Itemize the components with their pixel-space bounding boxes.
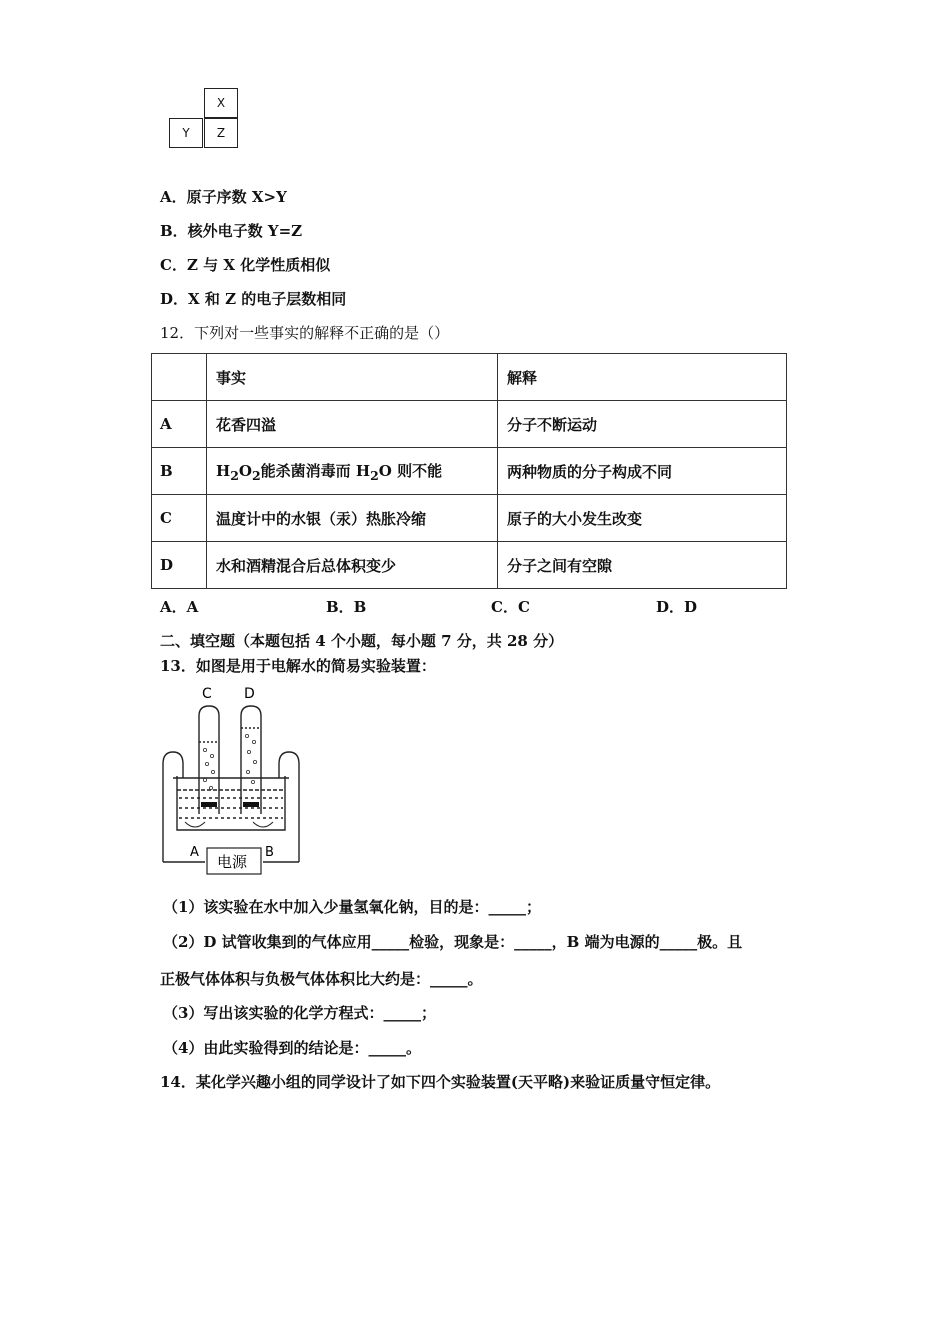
q11-option-d: D．X 和 Z 的电子层数相同	[160, 290, 347, 308]
row-explanation: 分子不断运动	[498, 401, 787, 448]
row-fact	[207, 448, 498, 495]
wire-right	[279, 752, 299, 862]
row-explanation: 两种物质的分子构成不同	[498, 448, 787, 495]
formula-subscript: 2	[370, 467, 379, 483]
row-label: D	[152, 542, 207, 589]
row-label: B	[152, 448, 207, 495]
q13-part-2-cont: 正极气体体积与负极气体体积比大约是：_____。	[160, 970, 483, 988]
label-d: D	[244, 686, 255, 702]
q13-part-3: （3）写出该实验的化学方程式：_____；	[163, 1004, 436, 1022]
label-b: B	[265, 845, 274, 860]
q13-part-4: （4）由此实验得到的结论是：_____。	[163, 1039, 421, 1057]
row-explanation: 分子之间有空隙	[498, 542, 787, 589]
basin	[177, 776, 285, 830]
table-row	[152, 401, 787, 448]
table-header-explanation: 解释	[498, 354, 787, 401]
table-header-row	[152, 354, 787, 401]
grid-cell-y: Y	[169, 118, 203, 148]
formula-part: 能杀菌消毒而 H	[260, 461, 371, 480]
q12-option-b: B．B	[326, 598, 367, 616]
formula-part: O	[238, 461, 252, 480]
q12-option-d: D．D	[656, 598, 698, 616]
q13-part-1: （1）该实验在水中加入少量氢氧化钠，目的是：_____；	[163, 898, 541, 916]
electrolysis-diagram	[155, 682, 307, 878]
q13-part-2: （2）D 试管收集到的气体应用_____检验，现象是：_____，B 端为电源的_____极。且	[163, 933, 743, 951]
table-header-fact: 事实	[207, 354, 498, 401]
formula-part: O 则不能	[378, 461, 443, 480]
electrode-right	[243, 802, 259, 807]
row-label: C	[152, 495, 207, 542]
q12-title: 12．下列对一些事实的解释不正确的是（）	[160, 324, 450, 342]
q12-option-a: A．A	[160, 598, 199, 616]
table-row	[152, 542, 787, 589]
table-cell	[152, 354, 207, 401]
wire-left	[163, 752, 183, 862]
table-row	[152, 495, 787, 542]
grid-cell-z: Z	[204, 118, 238, 148]
formula-subscript: 2	[251, 467, 261, 483]
facts-table	[151, 353, 787, 589]
row-label: A	[152, 401, 207, 448]
q11-option-a: A．原子序数 X>Y	[160, 188, 287, 206]
table-row	[152, 448, 787, 495]
row-fact: 花香四溢	[207, 401, 498, 448]
q11-option-b: B．核外电子数 Y=Z	[160, 222, 303, 240]
electrode-left	[201, 802, 217, 807]
q12-option-c: C．C	[491, 598, 530, 616]
row-fact: 温度计中的水银（汞）热胀冷缩	[207, 495, 498, 542]
section-title: 二、填空题（本题包括 4 个小题，每小题 7 分，共 28 分）	[160, 632, 564, 650]
q11-option-c: C．Z 与 X 化学性质相似	[160, 256, 331, 274]
label-c: C	[202, 686, 212, 702]
row-fact: 水和酒精混合后总体积变少	[207, 542, 498, 589]
power-label: 电源	[217, 853, 248, 871]
q14-title: 14．某化学兴趣小组的同学设计了如下四个实验装置(天平略)来验证质量守恒定律。	[160, 1073, 721, 1091]
q13-title: 13．如图是用于电解水的简易实验装置：	[160, 657, 436, 675]
grid-cell-x: X	[204, 88, 238, 118]
row-explanation: 原子的大小发生改变	[498, 495, 787, 542]
label-a: A	[190, 845, 199, 860]
formula-subscript: 2	[230, 467, 239, 483]
formula-part: H	[216, 461, 231, 480]
